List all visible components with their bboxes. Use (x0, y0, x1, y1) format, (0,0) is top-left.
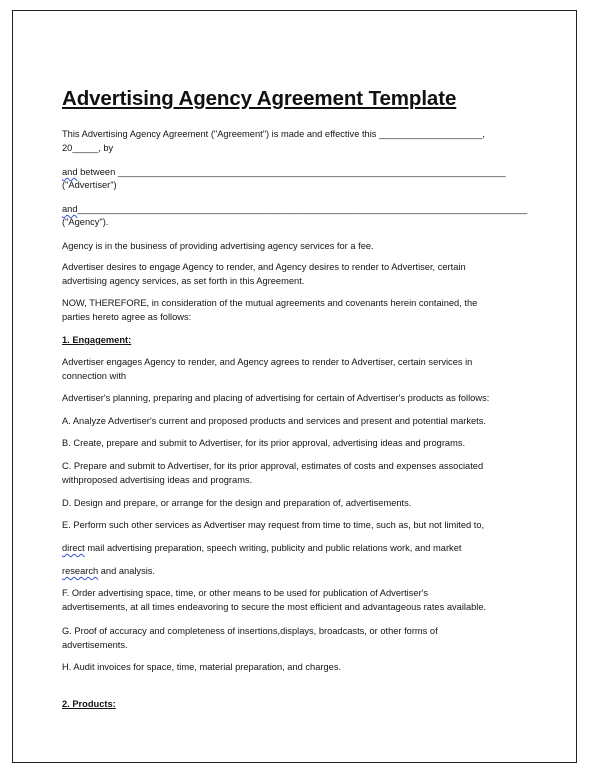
item-g-line-1: G. Proof of accuracy and completeness of insertions,displays, broadcasts, or other forms of (62, 626, 438, 636)
item-e-line-3 (62, 565, 155, 577)
section-1-statement: Advertiser's planning, preparing and placing of advertising for certain of Advertiser's products as follows: (62, 393, 490, 403)
item-h: H. Audit invoices for space, time, material preparation, and charges. (62, 662, 342, 672)
section-1-heading: 1. Engagement: (62, 335, 132, 345)
and-blank: _______________________________________________________________________________________ (77, 204, 528, 214)
item-e-line-1: E. Perform such other services as Advertiser may request from time to time, such as, but not limited to, (62, 520, 485, 530)
item-f-line-2: advertisements, at all times endeavoring to secure the most efficient and advantageous rates available. (62, 602, 487, 612)
and-between-line (62, 166, 506, 178)
paragraph-1: Agency is in the business of providing advertising agency services for a fee. (62, 241, 374, 251)
item-e-line-2 (62, 542, 461, 554)
paragraph-2-line-2: advertising agency services, as set forth in this Agreement. (62, 276, 305, 286)
spelling-flag-direct: direct (62, 543, 85, 553)
and-word: and (62, 167, 78, 177)
item-g-line-2: advertisements. (62, 640, 128, 650)
and-line (62, 203, 527, 215)
paragraph-2-line-1: Advertiser desires to engage Agency to render, and Agency desires to render to Advertiser, certain (62, 262, 466, 272)
and-between-blank: between ___________________________________________________________________________ (77, 167, 506, 177)
item-c-line-2: withproposed advertising ideas and programs. (62, 475, 253, 485)
item-f-line-1: F. Order advertising space, time, or other means to be used for publication of Advertiser's (62, 588, 429, 598)
spelling-flag-research: research (62, 566, 99, 576)
agency-label: ("Agency"). (62, 217, 109, 227)
item-d: D. Design and prepare, or arrange for the design and preparation of, advertisements. (62, 498, 412, 508)
paragraph-3-line-1: NOW, THEREFORE, in consideration of the mutual agreements and covenants herein contained, the (62, 298, 478, 308)
and-word-2: and (62, 204, 78, 214)
section-1-line-1: Advertiser engages Agency to render, and Agency agrees to render to Advertiser, certain services in (62, 357, 473, 367)
item-e-line-2-text: mail advertising preparation, speech writing, publicity and public relations work, and market (84, 543, 462, 553)
item-e-line-3-text: and analysis. (98, 566, 156, 576)
paragraph-3-line-2: parties hereto agree as follows: (62, 312, 192, 322)
intro-line-2: 20_____, by (62, 143, 114, 153)
advertiser-label: ("Advertiser") (62, 180, 117, 190)
section-1-line-2: connection with (62, 371, 127, 381)
intro-line-1: This Advertising Agency Agreement ("Agreement") is made and effective this ____________________, (62, 129, 485, 139)
item-c-line-1: C. Prepare and submit to Advertiser, for its prior approval, estimates of costs and expenses associated (62, 461, 484, 471)
item-b: B. Create, prepare and submit to Advertiser, for its prior approval, advertising ideas and programs. (62, 438, 466, 448)
document-title: Advertising Agency Agreement Template (62, 87, 457, 110)
section-2-heading: 2. Products: (62, 699, 116, 709)
item-a: A. Analyze Advertiser's current and proposed products and services and present and potential markets. (62, 416, 486, 426)
